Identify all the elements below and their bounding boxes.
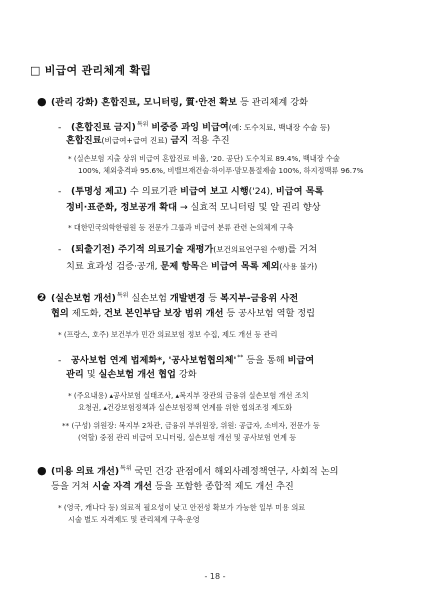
footnote-main-content: * (주요내용) ▴공사보험 실태조사, ▴복지부 장관의 금융위 실손보험 개선 조치 — [68, 391, 309, 400]
section-title — [30, 62, 151, 78]
footnote-uk-canada: * (영국, 캐나다 등) 의료적 필요성이 낮고 안전성 확보가 가능한 일부 미용 의료 — [58, 503, 306, 512]
bullet-circle-2-icon: ❷ — [37, 291, 47, 305]
footnote-expert-group: * 대한민국의학한림원 등 전문가 그룹과 비급여 분류 관련 논의체계 구축 — [68, 223, 294, 232]
document-page: □ 비급여 관리체계 확립 ● (관리 강화) 혼합진료, 모니터링, 質·안전 확보 등 관리체계 강화 - (혼합진료 금지)$^{특위}$ 비중증 과잉 비급여(예: 도수치료, 백내장 수술 등) 혼합진료(비급여+급여 진료) 금지 적용 추진 * (실손보험 지출 상위 비급여 혼합진료 비율, '20. 공단) 도수치료 89.4%, 백내장 수술 100%, 체외충격파 95.6%, 비밸브재건술·하이푸·맘모톰절제술 100%, 하지정맥류 96.7% - (투명성 제고) 수 의료기관 비급여 보고 시행('24), 비급여 목록 정비·표준화, 정보공개 확대 → 실효적 모니터링 및 알 권리 향상 * 대한민국의학한림원 등 전문가 그룹과 비급여 분류 관련 논의체계 구축 - (퇴출기전) 주기적 의료기술 재평가(보건의료연구원 수행)를 거쳐 치료 효과성 검증·공개, 문제 항목은 비급여 목록 제외(사용 불가) ❷ (실손보험 개선)$^{특위}$ 실손보험 개발변경 등 복지부-금융위 사전 협의 제도화, 건보 본인부담 보장 범위 개선 등 공사보험 역할 정립 * (프랑스, 호주) 보건부가 민간 의료보험 정보 수집, 제도 개선 등 관리 - 공사보험 연계 법제화*, '공사보험협의체'** 등을 통해 비급여 관리 및 실손보험 개선 협업 강화 * (주요내용) ▴공사보험 실태조사, ▴복지부 장관의 금융위 실손보험 개선 조치 요청권, ▴건강보험정책과 실손보험정책 연계를 위한 협의조정 제도화 ** (구성) 위원장: 복지부 2차관, 금융위 부위원장, 위원: 공급자, 소비자, 전문가 등 (역할) 중점 관리 비급여 모니터링, 실손보험 개선 및 공사보험 연계 등 ● (미용 의료 개선)$^{특위}$ 국민 건강 관점에서 해외사례정책연구, 사회적 논의 등을 거쳐 시술 자격 개선 등을 포함한 종합적 제도 개선 추진 * (영국, 캐나다 등) 의료적 필요성이 낮고 안전성 확보가 가능한 일부 미용 의료 시술 별도 자격제도 및 관리체계 구축·운영 - 18 - — [0, 0, 430, 595]
footnote-france-australia: * (프랑스, 호주) 보건부가 민간 의료보험 정보 수집, 제도 개선 등 관리 — [58, 330, 278, 339]
footnote-composition: ** (구성) 위원장: 복지부 2차관, 금융위 부위원장, 위원: 공급자, 소비자, 전문가 등 — [62, 421, 320, 430]
item-mixed-treatment-ban: - (혼합진료 금지)$^{특위}$ 비중증 과잉 비급여(예: 도수치료, 백내장 수술 등) — [58, 121, 331, 134]
item-public-private-link: - 공사보험 연계 법제화*, '공사보험협의체'** 등을 통해 비급여 — [58, 354, 315, 367]
bullet-circle-1-icon: ● — [37, 95, 47, 108]
item-transparency: - (투명성 제고) 수 의료기관 비급여 보고 시행('24), 비급여 목록 — [58, 186, 324, 197]
bullet-circle-3-icon: ● — [37, 464, 47, 478]
item-exit-mechanism: - (퇴출기전) 주기적 의료기술 재평가(보건의료연구원 수행)를 거쳐 — [58, 244, 318, 255]
footnote-mixed-ratio: * (실손보험 지출 상위 비급여 혼합진료 비율, '20. 공단) 도수치료 89.4%, 백내장 수술 — [68, 154, 340, 163]
section-title-text: 비급여 관리체계 확립 — [44, 64, 152, 77]
checkbox-square-icon: □ — [30, 64, 41, 77]
page-number: - 18 - — [204, 572, 226, 581]
